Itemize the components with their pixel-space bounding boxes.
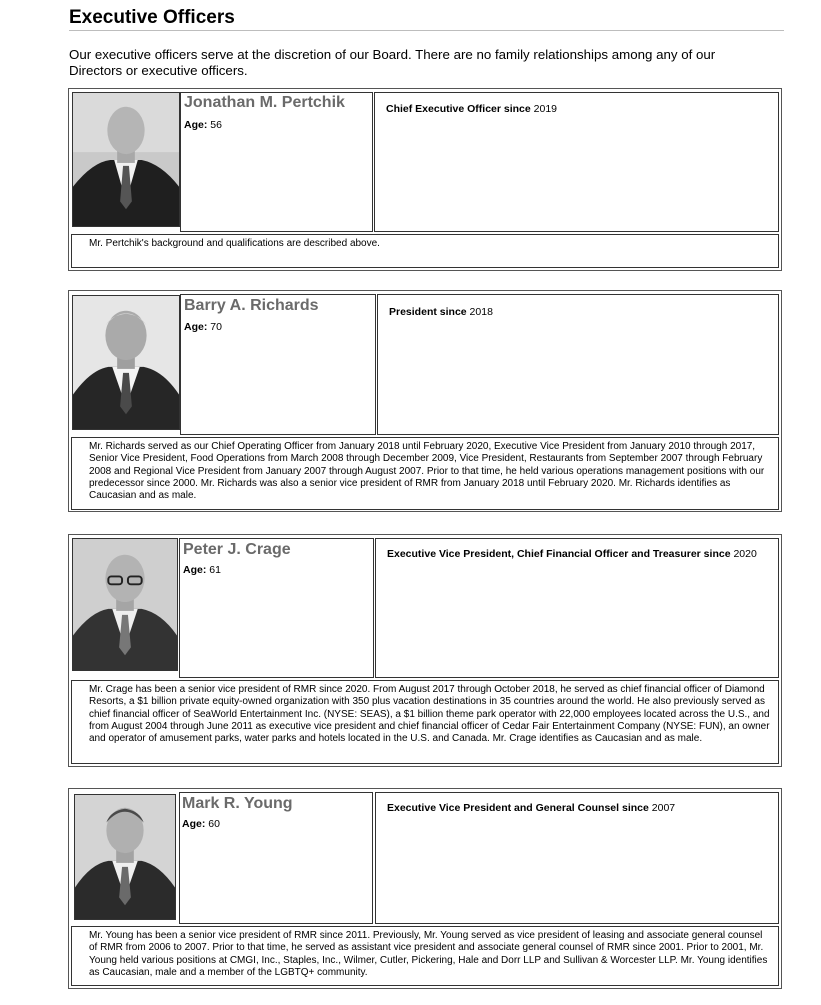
intro-paragraph: Our executive officers serve at the discretion of our Board. There are no family relationships among any of our Directors or executive officers. — [69, 47, 716, 78]
officer-role — [387, 802, 767, 815]
officer-age — [182, 818, 220, 830]
officer-role — [387, 548, 767, 561]
officer-bio: Mr. Crage has been a senior vice president of RMR since 2020. From August 2017 through October 2018, he served as chief financial officer of Diamond Resorts, a $1 billion private equity-owned organization with 350 plus vacation destinations in 35 countries around the world. He also previously served as chief financial officer of SeaWorld Entertainment Inc. (NYSE: SEAS), a $1 billion theme park operator with 22,000 employees located across the U.S., and from August 2004 through June 2011 as executive vice president and chief financial officer of Cedar Fair Entertainment Company (NYSE: FUN), an owner and operator of amusement parks, water parks and hotels located in the U.S. and Canada. Mr. Crage identifies as Caucasian and as male. — [71, 680, 779, 764]
role-title: Executive Vice President and General Counsel since — [387, 802, 649, 814]
officer-bio: Mr. Pertchik's background and qualifications are described above. — [71, 234, 779, 268]
officer-bio: Mr. Richards served as our Chief Operating Officer from January 2018 until February 2020, Executive Vice President from January 2010 through 2017, Senior Vice President, Food Operations from March 2008 through December 2009, Vice President, Restaurants from September 2007 through February 2008 and Regional Vice President from January 2007 through August 2007. Prior to that time, he held various operations management positions with our predecessor since 2000. Mr. Richards was also a senior vice president of RMR from January 2018 until February 2020. Mr. Richards identifies as Caucasian and as male. — [71, 437, 779, 510]
officer-name: Peter J. Crage — [183, 541, 291, 558]
officer-role — [386, 103, 766, 116]
officer-card — [68, 290, 782, 512]
officer-name: Jonathan M. Pertchik — [184, 94, 345, 111]
age-value: 61 — [209, 564, 221, 576]
age-label: Age: — [184, 119, 208, 131]
officer-age — [184, 119, 222, 131]
page-title: Executive Officers — [69, 7, 235, 28]
age-value: 56 — [210, 119, 222, 131]
age-label: Age: — [183, 564, 207, 576]
age-value: 60 — [208, 818, 220, 830]
officer-name-cell — [179, 538, 374, 678]
role-year: 2020 — [733, 548, 757, 560]
role-title: President since — [389, 306, 467, 318]
officer-age — [184, 321, 222, 333]
officer-card — [68, 788, 782, 989]
officer-name-cell — [180, 92, 373, 232]
officer-photo — [72, 295, 180, 430]
age-label: Age: — [184, 321, 208, 333]
role-year: 2018 — [469, 306, 493, 318]
officer-age — [183, 564, 221, 576]
officer-photo — [74, 794, 176, 920]
role-year: 2007 — [651, 802, 676, 814]
officer-photo — [72, 538, 178, 671]
role-year: 2019 — [533, 103, 558, 115]
role-title: Executive Vice President, Chief Financial Officer and Treasurer since — [387, 548, 731, 560]
officer-photo — [72, 92, 180, 227]
age-value: 70 — [210, 321, 222, 333]
officer-bio: Mr. Young has been a senior vice president of RMR since 2011. Previously, Mr. Young served as vice president of leasing and associate general counsel of RMR from 2006 to 2007. Prior to that time, he served as assistant vice president and associate general counsel of RMR since 2001. Prior to 2001, Mr. Young held various positions at CMGI, Inc., Staples, Inc., Wilmer, Cutler, Pickering, Hale and Dorr LLP and Sullivan & Worcester LLP. Mr. Young identifies as Caucasian, male and a member of the LGBTQ+ community. — [71, 926, 779, 986]
title-divider — [69, 30, 784, 31]
officer-role — [389, 306, 769, 319]
officer-name: Barry A. Richards — [184, 297, 319, 314]
officer-name: Mark R. Young — [182, 795, 293, 812]
officer-card — [68, 534, 782, 767]
officer-card — [68, 88, 782, 271]
age-label: Age: — [182, 818, 206, 830]
officer-name-cell — [180, 294, 376, 435]
role-title: Chief Executive Officer since — [386, 103, 531, 115]
